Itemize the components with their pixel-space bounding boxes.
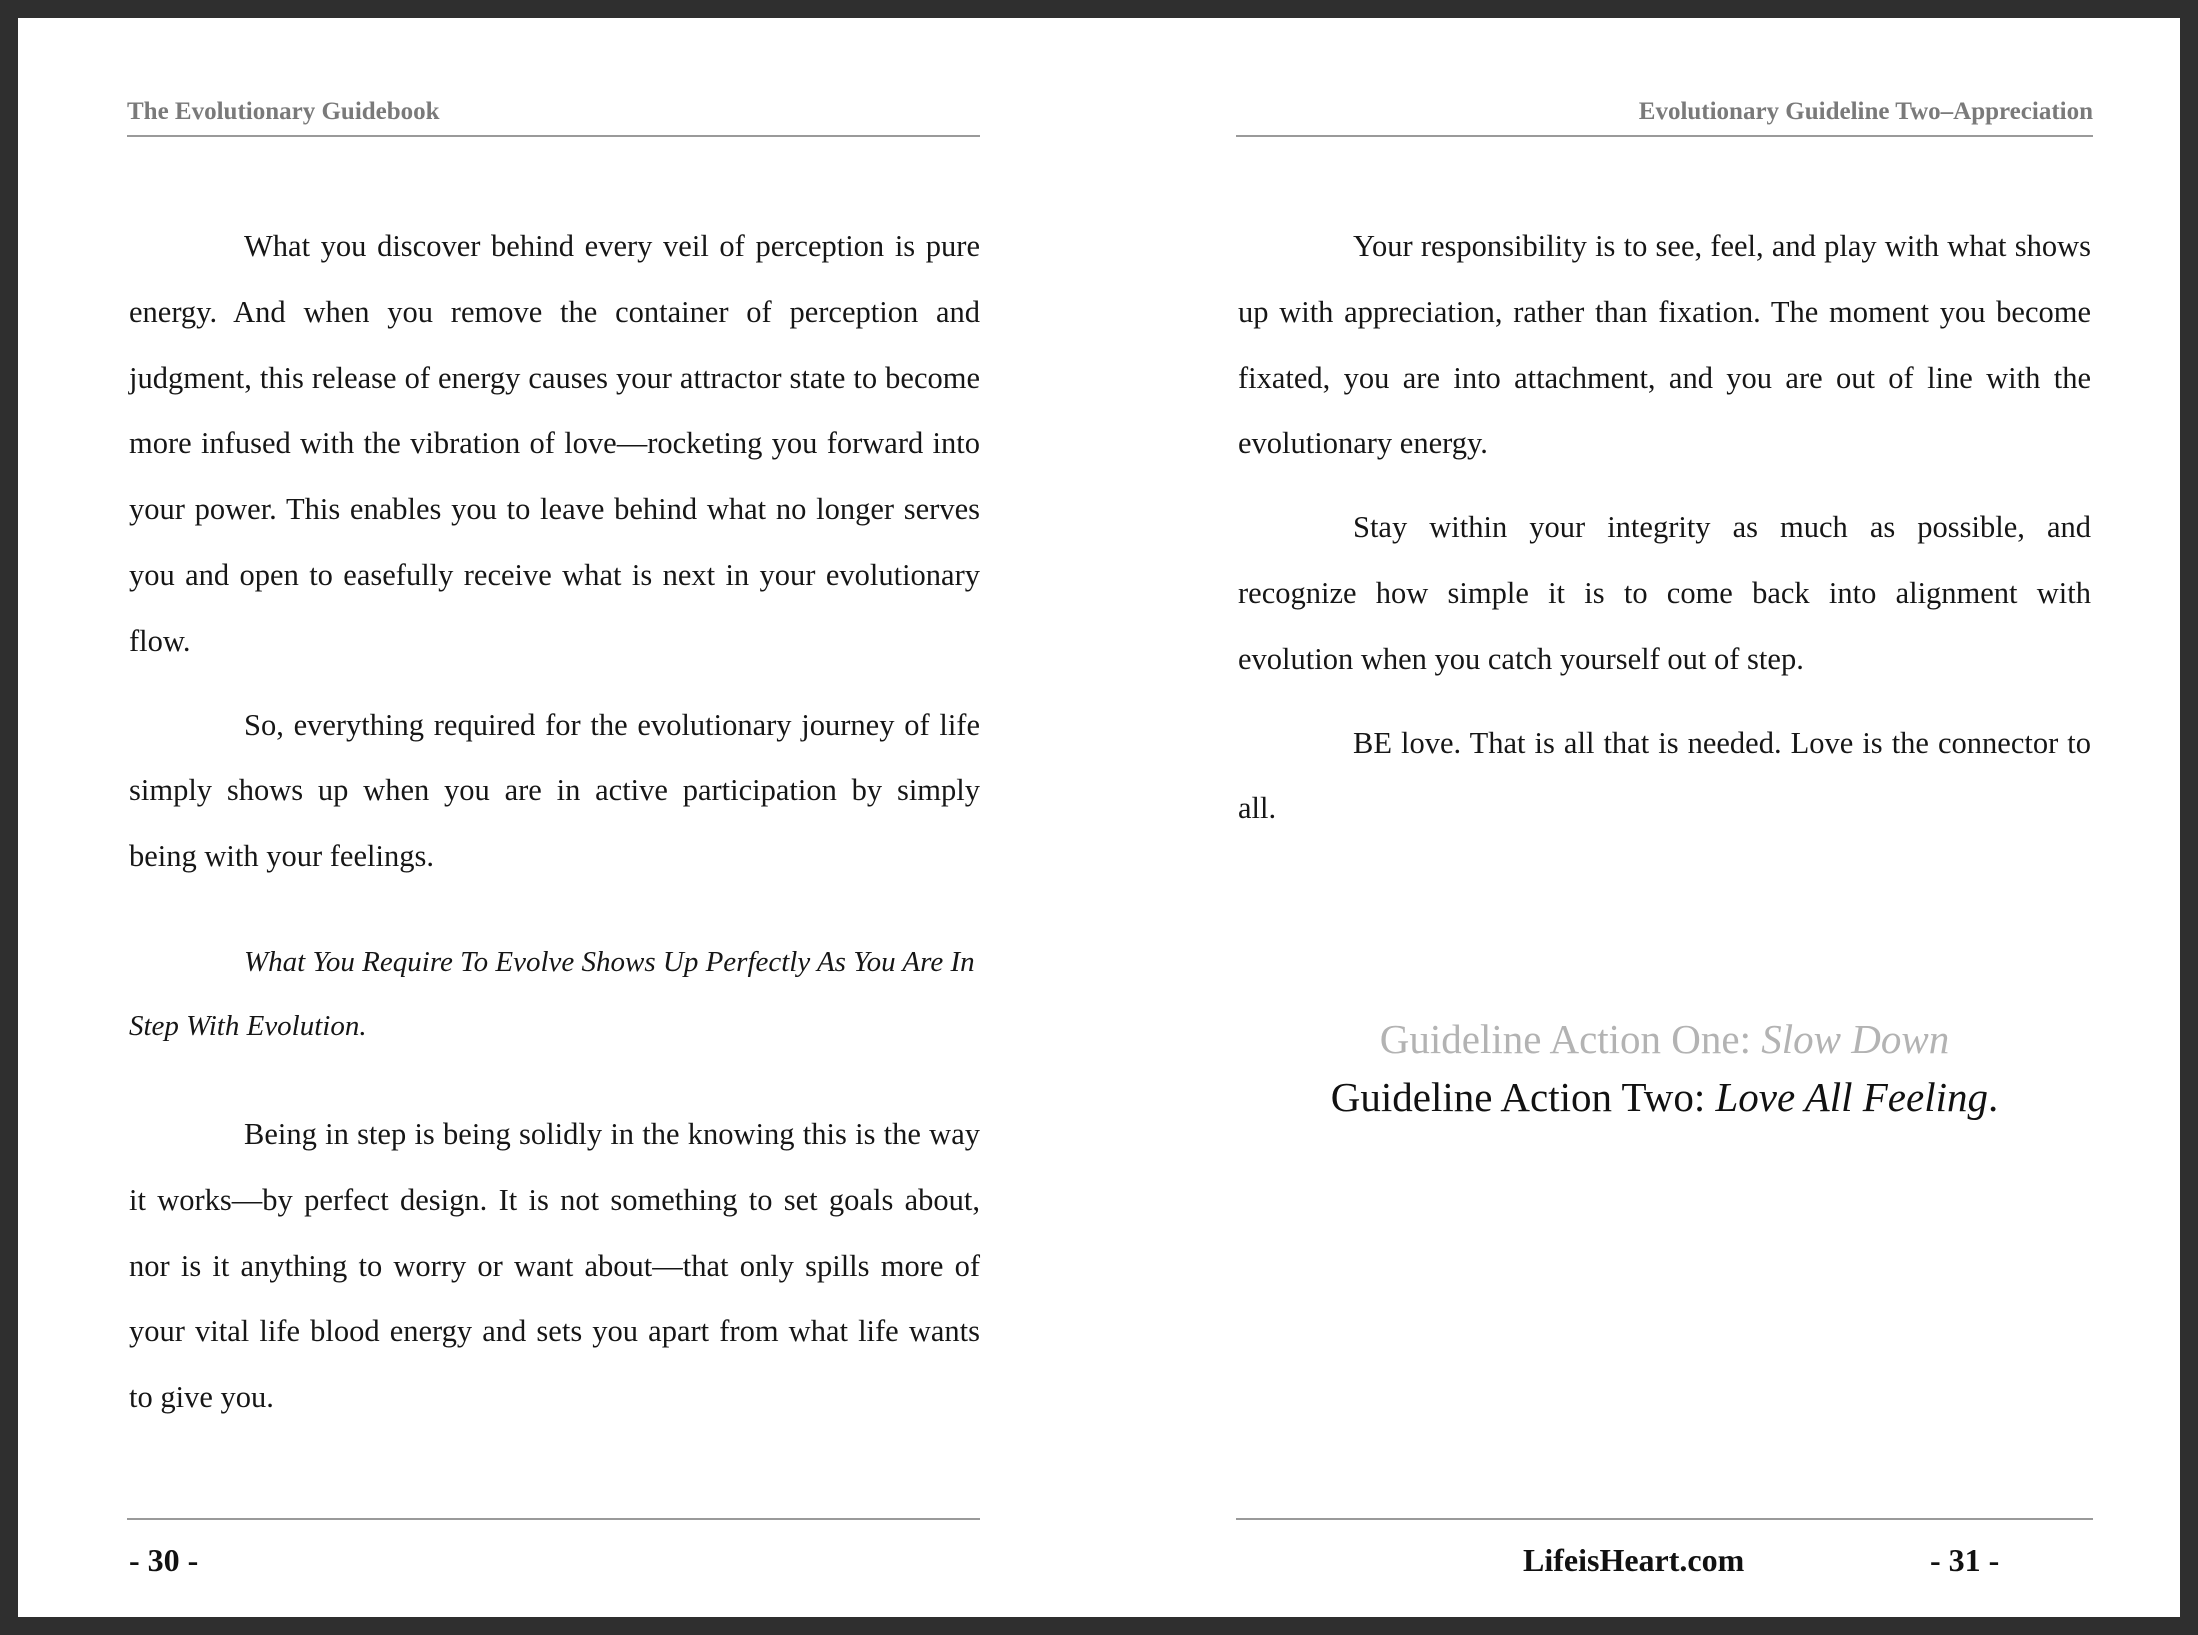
action-label: Guideline Action Two: [1330, 1074, 1716, 1120]
running-head: Evolutionary Guideline Two–Appreciation [1638, 98, 2093, 125]
guideline-action-two [1236, 1068, 2093, 1126]
guideline-action-one [1236, 1010, 2093, 1068]
body-text [129, 214, 980, 1449]
paragraph: Stay within your integrity as much as possible, and recognize how simple it is to come back into alignment with evolution when you catch yourself out of step. [1238, 510, 2091, 676]
paragraph: So, everything required for the evolutionary journey of life simply shows up when you are in active participation by simply being with your feelings. [129, 707, 980, 874]
body-text [1238, 214, 2091, 860]
footer-rule [1236, 1518, 2093, 1520]
action-emphasis: Slow Down [1761, 1016, 1950, 1062]
pull-quote: What You Require To Evolve Shows Up Perfectly As You Are In Step With Evolution. [129, 945, 975, 1042]
guideline-actions [1236, 1010, 2093, 1126]
website-footer: LifeisHeart.com [1523, 1542, 1745, 1578]
paragraph: Being in step is being solidly in the knowing this is the way it works—by perfect design. It is not something to set goals about, nor is it anything to worry or want about—that only spills more of your vital life blood energy and sets you apart from what life wants to give you. [129, 1116, 980, 1415]
left-page [127, 18, 980, 1617]
page-number: - 31 - [1930, 1542, 2000, 1578]
running-head: The Evolutionary Guidebook [127, 98, 440, 125]
action-label: Guideline Action One: [1379, 1016, 1762, 1062]
paragraph: What you discover behind every veil of perception is pure energy. And when you remove the container of perception and judgment, this release of energy causes your attractor state to become more infused with the vibration of love—rocketing you forward into your power. This enables you to leave behind what no longer serves you and open to easefully receive what is next in your evolutionary flow. [129, 229, 980, 658]
action-suffix: . [1987, 1074, 1999, 1120]
action-emphasis: Love All Feeling [1715, 1074, 1988, 1120]
book-spread [18, 18, 2180, 1617]
footer-rule [127, 1518, 980, 1520]
header-rule [1236, 135, 2093, 137]
right-page [1236, 18, 2093, 1617]
paragraph: BE love. That is all that is needed. Love is the connector to all. [1238, 725, 2091, 826]
header-rule [127, 135, 980, 137]
page-number: - 30 - [129, 1542, 199, 1578]
paragraph: Your responsibility is to see, feel, and play with what shows up with appreciation, rather than fixation. The moment you become fixated, you are into attachment, and you are out of line with the evolutionary energy. [1238, 229, 2091, 461]
